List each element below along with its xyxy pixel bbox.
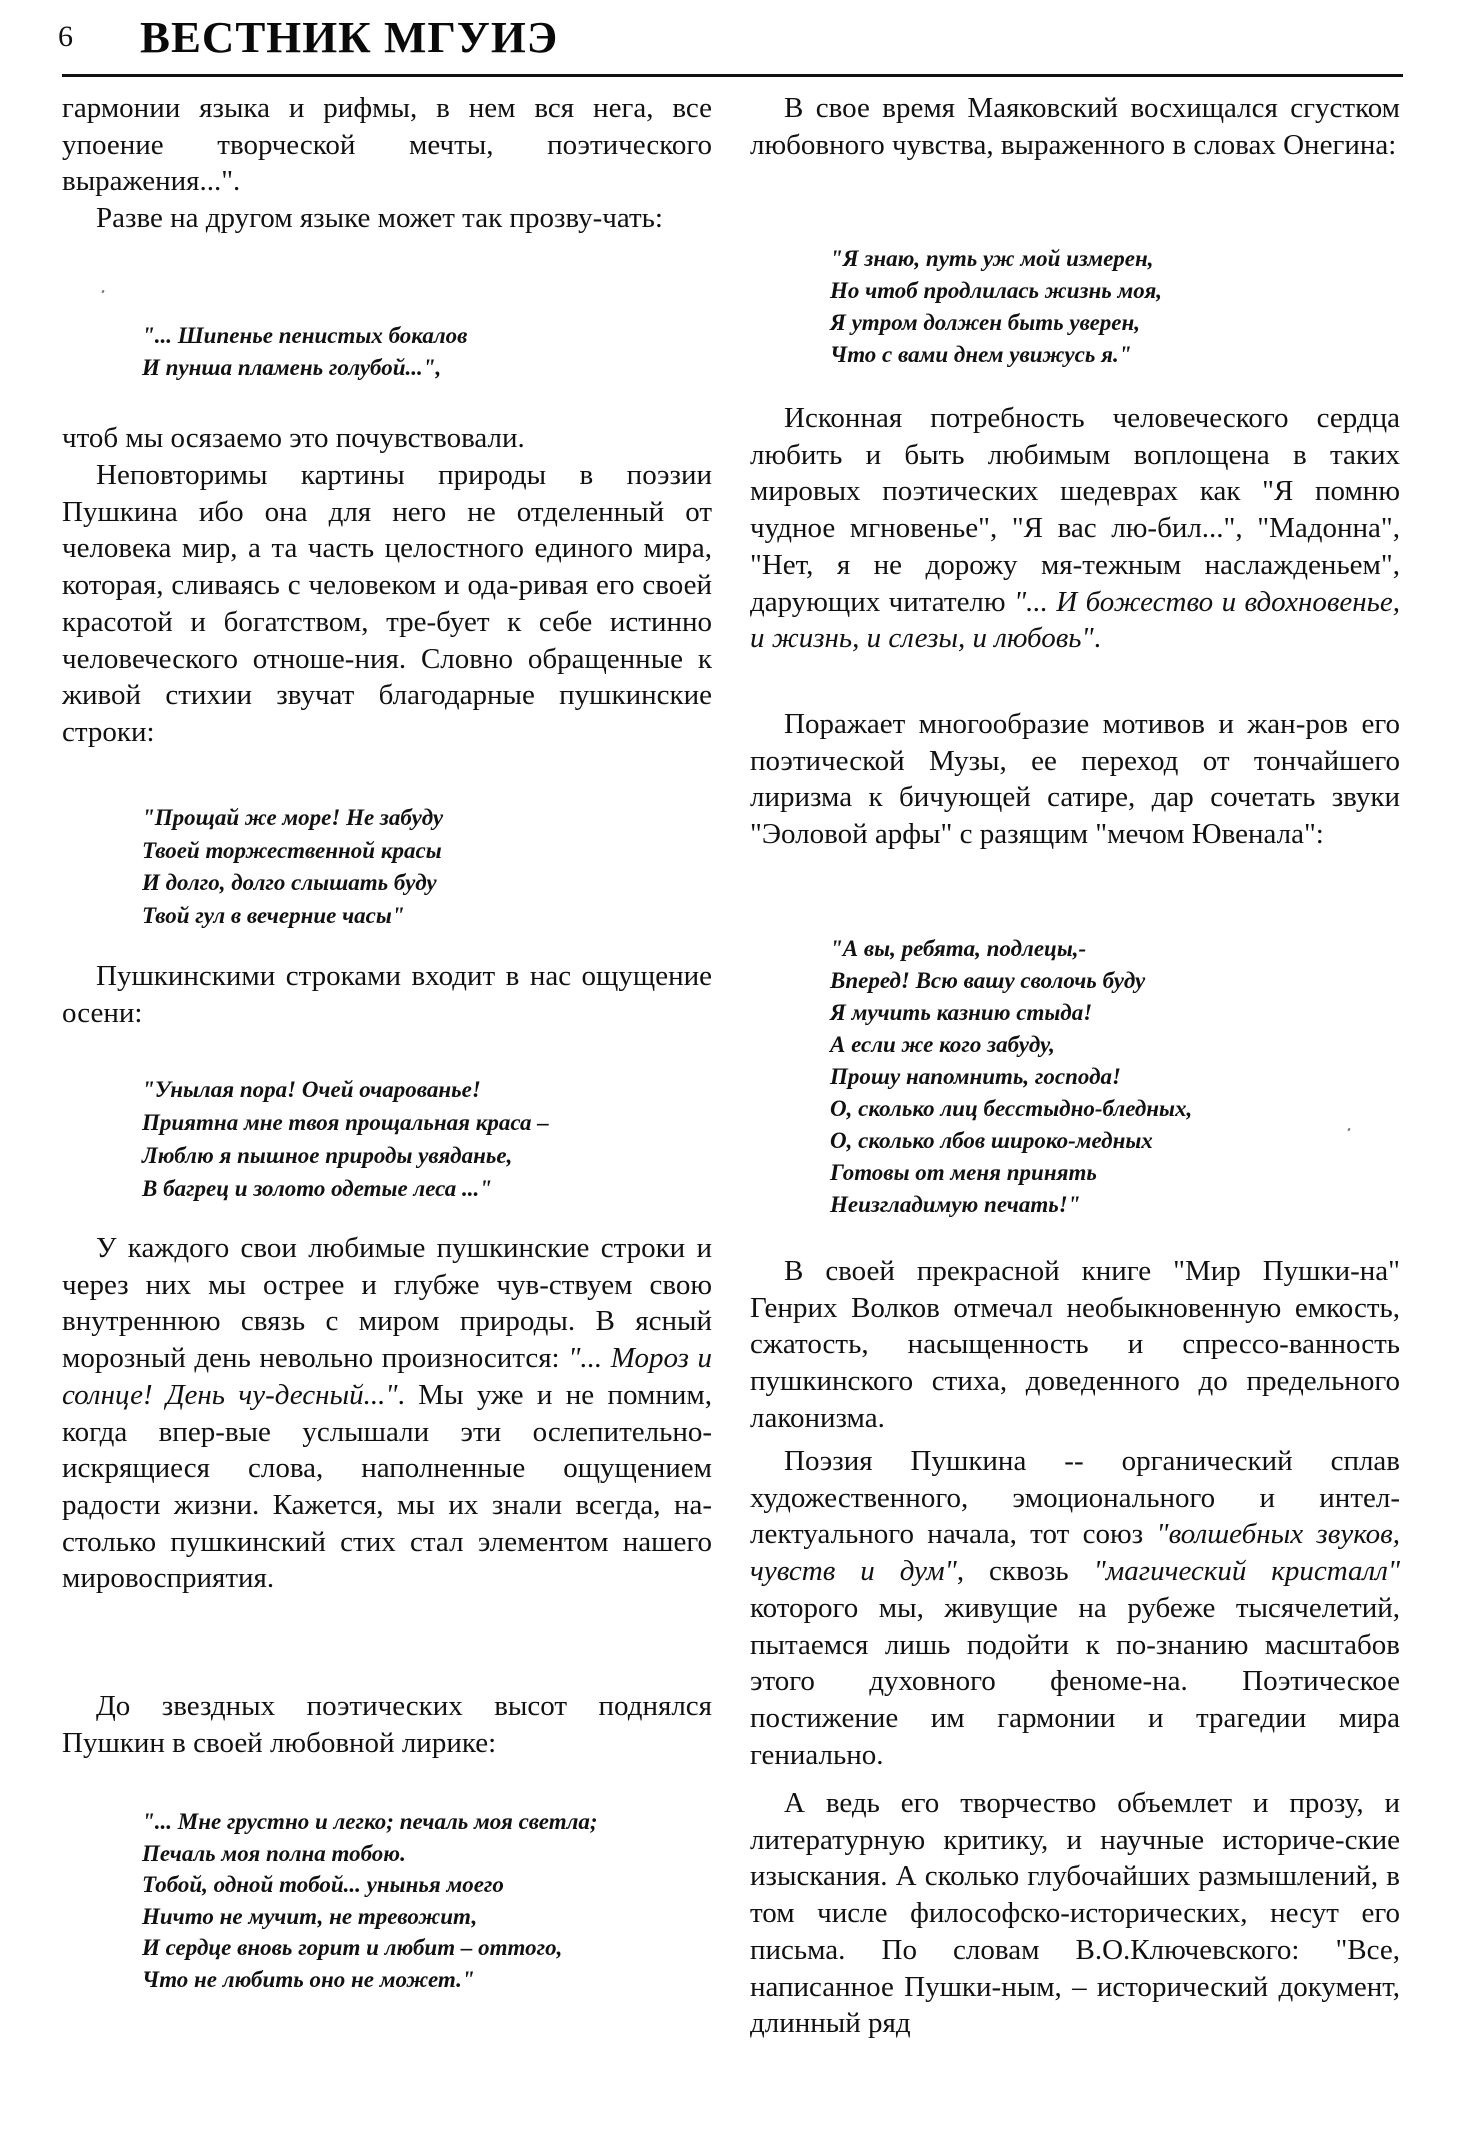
scan-artifact xyxy=(1347,1128,1350,1132)
poem-line: Вперед! Всю вашу сволочь буду xyxy=(830,968,1146,993)
paragraph-text: В своей прекрасной книге "Мир Пушки-на" Генрих Волков отмечал необыкновенную емкость, сжатость, насыщенность и спрессо-ванность пушкинского стиха, доведенного до предельного лаконизма. xyxy=(750,1255,1400,1434)
poem-line: "... Шипенье пенистых бокалов xyxy=(142,323,468,348)
inline-quote: "... И божество и вдохновенье, и жизнь, и слезы, и любовь" xyxy=(750,585,1400,655)
poem-line: Тобой, одной тобой... унынья моего xyxy=(142,1872,504,1897)
paragraph xyxy=(750,706,1400,853)
paragraph xyxy=(750,1443,1400,1773)
poem-quote xyxy=(142,1806,598,1995)
paragraph xyxy=(62,200,712,237)
paragraph-text: . xyxy=(1093,622,1101,655)
paragraph xyxy=(62,90,712,200)
paragraph-text: . Мы уже и не помним, когда впер-вые услышали эти ослепительно-искрящиеся слова, наполненные ощущением радости жизни. Кажется, мы их знали всегда, на-столько пушкинский стих стал элементом нашего мировосприятия. xyxy=(62,1378,712,1595)
paragraph-text: гармонии языка и рифмы, в нем вся нега, все упоение творческой мечты, поэтического выражения...". xyxy=(62,92,712,198)
paragraph xyxy=(750,1785,1400,2042)
poem-line: Я утром должен быть уверен, xyxy=(830,310,1141,335)
paragraph-text: Исконная потребность человеческого сердца любить и быть любимым воплощена в таких мировых поэтических шедеврах как "Я помню чудное мгновенье", "Я вас лю-бил...", "Мадонна", "Нет, я не дорожу мя-тежным наслажденьем", дарующих читателю xyxy=(750,402,1400,618)
inline-quote: "... Мороз и солнце! День чу-десный..." xyxy=(62,1342,712,1411)
poem-line: Готовы от меня принять xyxy=(830,1160,1097,1185)
paragraph xyxy=(62,1230,712,1597)
poem-line: "Унылая пора! Очей очарованье! xyxy=(142,1077,481,1102)
poem-line: Неизгладимую печать!" xyxy=(830,1192,1081,1217)
poem-line: Приятна мне твоя прощальная краса – xyxy=(142,1110,549,1135)
paragraph xyxy=(750,400,1400,657)
paragraph-text: Неповторимы картины природы в поэзии Пушкина ибо она для него не отделенный от человека мир, а та часть целостного единого мира, которая, сливаясь с человеком и ода-ривая его своей красотой и богатством, тре-бует к себе истинно человеческого отноше-ния. Словно обращенные к живой стихии звучат благодарные пушкинские строки: xyxy=(62,459,712,748)
poem-quote xyxy=(142,802,443,932)
paragraph xyxy=(62,457,712,751)
paragraph-text: У каждого свои любимые пушкинские строки и через них мы острее и глубже чув-ствуем свою внутреннюю связь с миром природы. В ясный морозный день невольно произносится: xyxy=(62,1232,712,1375)
poem-line: "Я знаю, путь уж мой измерен, xyxy=(830,246,1154,271)
paragraph xyxy=(750,1253,1400,1437)
paragraph-text: которого мы, живущие на рубеже тысячелетий, пытаемся лишь подойти к по-знанию масштабов этого духовного феноме-на. Поэтическое постижение им гармонии и трагедии мира гениально. xyxy=(750,1591,1400,1771)
poem-line: И долго, долго слышать буду xyxy=(142,870,437,895)
poem-line: И пунша пламень голубой...", xyxy=(142,355,442,380)
poem-line: Что не любить оно не может." xyxy=(142,1966,475,1992)
poem-line: "А вы, ребята, подлецы,- xyxy=(830,936,1087,961)
poem-quote xyxy=(830,933,1192,1221)
scan-artifact xyxy=(101,290,104,294)
paragraph-text: Поражает многообразие мотивов и жан-ров его поэтической Музы, ее переход от тончайшего лиризма к бичующей сатире, дар сочетать звуки "Эоловой арфы" с разящим "мечом Ювенала": xyxy=(750,708,1400,851)
poem-line: Печаль моя полна тобою. xyxy=(142,1840,406,1866)
paragraph-text: , сквозь xyxy=(956,1555,1094,1588)
poem-line: Прошу напомнить, господа! xyxy=(830,1064,1121,1089)
paragraph xyxy=(62,958,712,1031)
poem-line: Твоей торжественной красы xyxy=(142,837,442,863)
poem-line: Но чтоб продлилась жизнь моя, xyxy=(830,278,1163,303)
paragraph xyxy=(750,90,1400,163)
poem-line: О, сколько лиц бесстыдно-бледных, xyxy=(830,1096,1193,1121)
poem-line: В багрец и золото одетые леса ..." xyxy=(142,1176,492,1201)
poem-quote xyxy=(830,243,1162,371)
inline-quote: "волшебных звуков, чувств и дум" xyxy=(750,1518,1400,1588)
poem-quote xyxy=(142,1073,549,1205)
poem-line: Ничто не мучит, не тревожит, xyxy=(142,1903,478,1929)
poem-line: "... Мне грустно и легко; печаль моя светла; xyxy=(142,1809,598,1834)
paragraph-text: До звездных поэтических высот поднялся Пушкин в своей любовной лирике: xyxy=(62,1690,712,1759)
journal-masthead: ВЕСТНИК МГУИЭ xyxy=(140,13,559,62)
paragraph-text: Пушкинскими строками входит в нас ощущение осени: xyxy=(62,960,712,1029)
paragraph-text: Поэзия Пушкина -- органический сплав художественного, эмоционального и интел-лектуального начала, тот союз xyxy=(750,1445,1400,1551)
poem-line: Люблю я пышное природы увяданье, xyxy=(142,1143,513,1168)
poem-line: Что с вами днем увижусь я." xyxy=(830,342,1132,367)
poem-line: Я мучить казнию стыда! xyxy=(830,1000,1093,1025)
paragraph xyxy=(62,420,712,457)
paragraph-text: чтоб мы осязаемо это почувствовали. xyxy=(62,422,525,454)
paragraph-text: А ведь его творчество объемлет и прозу, и литературную критику, и научные историче-ские изыскания. А сколько глубочайших размышлений, в том числе философско-исторических, несут его письма. По словам В.О.Ключевского: "Все, написанное Пушки-ным, – исторический документ, длинный ряд xyxy=(750,1787,1400,2040)
poem-line: "Прощай же море! Не забуду xyxy=(142,805,444,830)
poem-line: А если же кого забуду, xyxy=(830,1032,1055,1057)
paragraph xyxy=(62,1688,712,1761)
poem-line: О, сколько лбов широко-медных xyxy=(830,1128,1153,1153)
paragraph-text: В свое время Маяковский восхищался сгустком любовного чувства, выраженного в словах Онегина: xyxy=(750,92,1400,161)
header-rule xyxy=(62,74,1403,77)
paragraph-text: Разве на другом языке может так прозву-чать: xyxy=(96,202,663,234)
poem-quote xyxy=(142,320,467,384)
inline-quote: "магический кристалл" xyxy=(1093,1555,1401,1588)
poem-line: И сердце вновь горит и любит – оттого, xyxy=(142,1935,563,1960)
poem-line: Твой гул в вечерние часы" xyxy=(142,902,405,928)
page-number: 6 xyxy=(58,20,73,53)
